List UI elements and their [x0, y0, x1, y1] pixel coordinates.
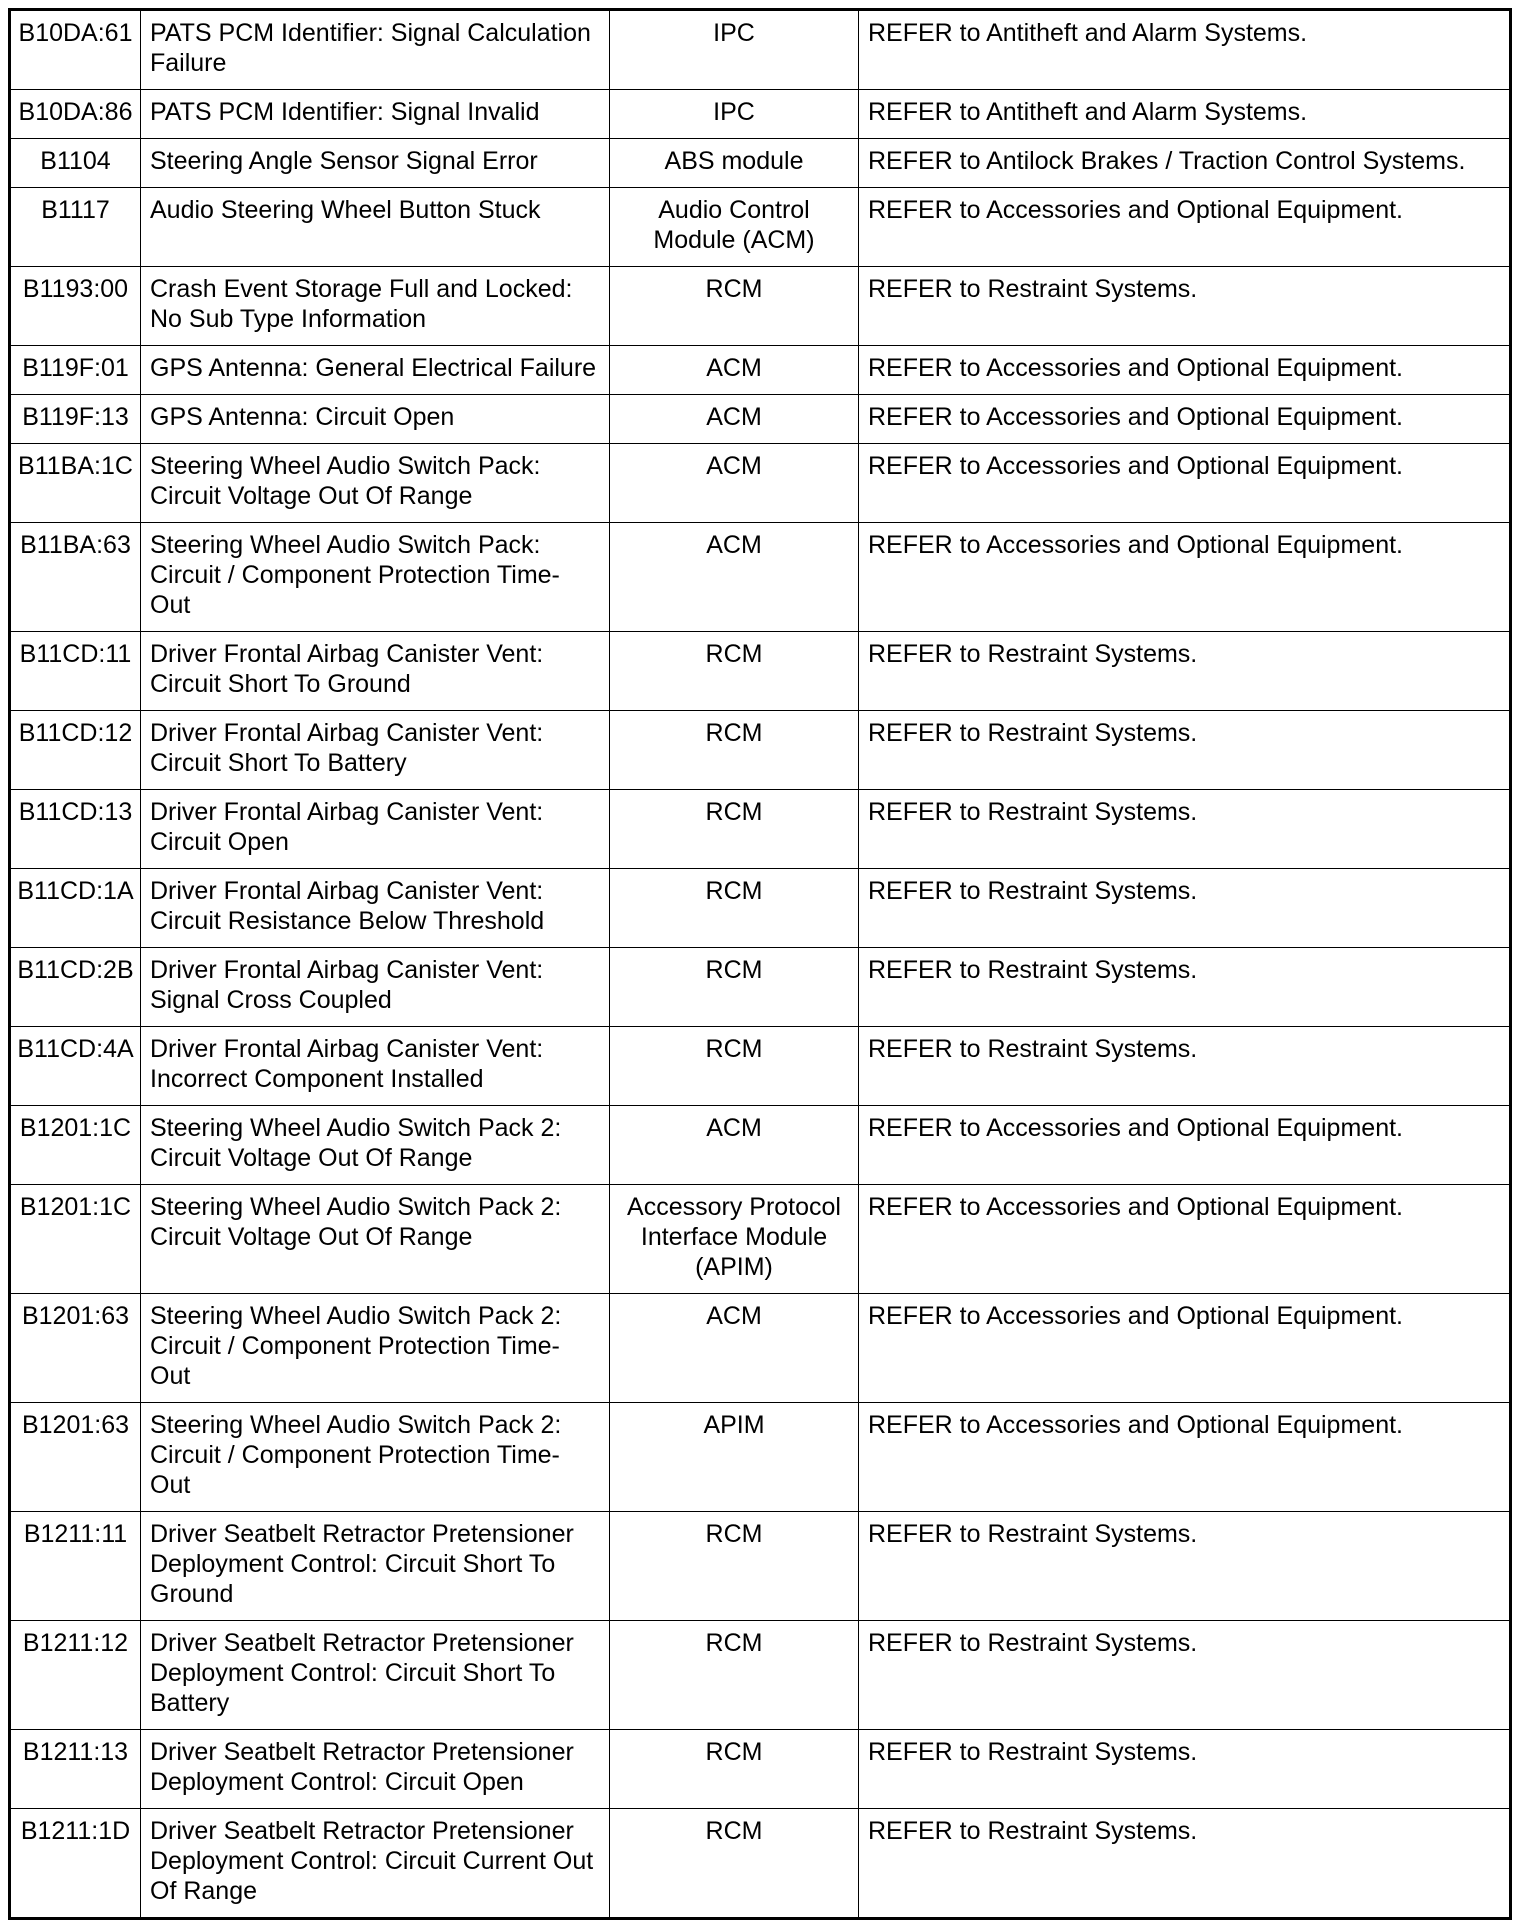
table-row	[10, 267, 1511, 346]
dtc-module-cell: RCM	[610, 711, 859, 790]
dtc-module-cell: RCM	[610, 790, 859, 869]
dtc-action-cell: REFER to Accessories and Optional Equipment.	[859, 188, 1511, 267]
table-row	[10, 1730, 1511, 1809]
dtc-description-cell: GPS Antenna: General Electrical Failure	[141, 346, 610, 395]
dtc-action-cell: REFER to Restraint Systems.	[859, 267, 1511, 346]
dtc-table-body	[10, 10, 1511, 1919]
dtc-module-cell: IPC	[610, 10, 859, 90]
dtc-module-cell: ACM	[610, 346, 859, 395]
table-row	[10, 790, 1511, 869]
dtc-module-cell: RCM	[610, 632, 859, 711]
dtc-action-cell: REFER to Restraint Systems.	[859, 632, 1511, 711]
dtc-description-cell: Driver Seatbelt Retractor Pretensioner Deployment Control: Circuit Current Out Of Range	[141, 1809, 610, 1919]
dtc-action-cell: REFER to Restraint Systems.	[859, 1730, 1511, 1809]
dtc-description-cell: PATS PCM Identifier: Signal Invalid	[141, 90, 610, 139]
dtc-module-cell: RCM	[610, 869, 859, 948]
dtc-action-cell: REFER to Antitheft and Alarm Systems.	[859, 90, 1511, 139]
dtc-code-cell: B1211:13	[10, 1730, 141, 1809]
dtc-action-cell: REFER to Restraint Systems.	[859, 790, 1511, 869]
dtc-description-cell: PATS PCM Identifier: Signal Calculation Failure	[141, 10, 610, 90]
dtc-action-cell: REFER to Restraint Systems.	[859, 869, 1511, 948]
dtc-action-cell: REFER to Accessories and Optional Equipment.	[859, 346, 1511, 395]
table-row	[10, 346, 1511, 395]
dtc-module-cell: RCM	[610, 1621, 859, 1730]
dtc-description-cell: Steering Wheel Audio Switch Pack: Circuit / Component Protection Time-Out	[141, 523, 610, 632]
dtc-description-cell: Steering Wheel Audio Switch Pack 2: Circuit Voltage Out Of Range	[141, 1185, 610, 1294]
dtc-code-cell: B11CD:4A	[10, 1027, 141, 1106]
dtc-code-cell: B1211:12	[10, 1621, 141, 1730]
dtc-description-cell: Driver Seatbelt Retractor Pretensioner Deployment Control: Circuit Short To Battery	[141, 1621, 610, 1730]
dtc-action-cell: REFER to Restraint Systems.	[859, 1027, 1511, 1106]
dtc-description-cell: Crash Event Storage Full and Locked: No Sub Type Information	[141, 267, 610, 346]
dtc-description-cell: Steering Angle Sensor Signal Error	[141, 139, 610, 188]
dtc-code-cell: B11BA:1C	[10, 444, 141, 523]
dtc-code-cell: B10DA:86	[10, 90, 141, 139]
dtc-code-cell: B119F:13	[10, 395, 141, 444]
dtc-action-cell: REFER to Restraint Systems.	[859, 711, 1511, 790]
dtc-description-cell: Driver Frontal Airbag Canister Vent: Incorrect Component Installed	[141, 1027, 610, 1106]
dtc-module-cell: RCM	[610, 948, 859, 1027]
table-row	[10, 869, 1511, 948]
dtc-code-cell: B11CD:1A	[10, 869, 141, 948]
dtc-module-cell: ACM	[610, 1106, 859, 1185]
table-row	[10, 1512, 1511, 1621]
dtc-description-cell: Driver Frontal Airbag Canister Vent: Circuit Open	[141, 790, 610, 869]
table-row	[10, 1403, 1511, 1512]
dtc-module-cell: Accessory Protocol Interface Module (APIM)	[610, 1185, 859, 1294]
dtc-description-cell: Driver Seatbelt Retractor Pretensioner Deployment Control: Circuit Open	[141, 1730, 610, 1809]
dtc-action-cell: REFER to Antitheft and Alarm Systems.	[859, 10, 1511, 90]
dtc-module-cell: ACM	[610, 523, 859, 632]
dtc-code-cell: B11BA:63	[10, 523, 141, 632]
dtc-code-cell: B1117	[10, 188, 141, 267]
dtc-action-cell: REFER to Accessories and Optional Equipment.	[859, 1106, 1511, 1185]
dtc-module-cell: RCM	[610, 1512, 859, 1621]
dtc-module-cell: RCM	[610, 1027, 859, 1106]
table-row	[10, 1294, 1511, 1403]
dtc-code-cell: B119F:01	[10, 346, 141, 395]
dtc-code-cell: B10DA:61	[10, 10, 141, 90]
dtc-code-cell: B1201:63	[10, 1294, 141, 1403]
table-row	[10, 1027, 1511, 1106]
table-row	[10, 139, 1511, 188]
dtc-action-cell: REFER to Restraint Systems.	[859, 1809, 1511, 1919]
table-row	[10, 948, 1511, 1027]
dtc-description-cell: Driver Frontal Airbag Canister Vent: Circuit Short To Battery	[141, 711, 610, 790]
dtc-module-cell: ACM	[610, 395, 859, 444]
dtc-description-cell: Driver Frontal Airbag Canister Vent: Circuit Short To Ground	[141, 632, 610, 711]
dtc-table	[8, 8, 1512, 1920]
dtc-action-cell: REFER to Accessories and Optional Equipment.	[859, 1294, 1511, 1403]
dtc-code-cell: B11CD:13	[10, 790, 141, 869]
dtc-description-cell: Steering Wheel Audio Switch Pack 2: Circuit / Component Protection Time-Out	[141, 1294, 610, 1403]
dtc-action-cell: REFER to Accessories and Optional Equipment.	[859, 523, 1511, 632]
dtc-action-cell: REFER to Restraint Systems.	[859, 1621, 1511, 1730]
dtc-module-cell: RCM	[610, 1730, 859, 1809]
dtc-module-cell: IPC	[610, 90, 859, 139]
dtc-action-cell: REFER to Restraint Systems.	[859, 948, 1511, 1027]
dtc-module-cell: RCM	[610, 1809, 859, 1919]
dtc-description-cell: Driver Frontal Airbag Canister Vent: Signal Cross Coupled	[141, 948, 610, 1027]
dtc-description-cell: Steering Wheel Audio Switch Pack 2: Circuit Voltage Out Of Range	[141, 1106, 610, 1185]
dtc-module-cell: ABS module	[610, 139, 859, 188]
dtc-code-cell: B1104	[10, 139, 141, 188]
table-row	[10, 1106, 1511, 1185]
dtc-code-cell: B1201:1C	[10, 1185, 141, 1294]
dtc-action-cell: REFER to Accessories and Optional Equipment.	[859, 1403, 1511, 1512]
dtc-action-cell: REFER to Restraint Systems.	[859, 1512, 1511, 1621]
table-row	[10, 1621, 1511, 1730]
dtc-action-cell: REFER to Accessories and Optional Equipment.	[859, 1185, 1511, 1294]
dtc-action-cell: REFER to Accessories and Optional Equipment.	[859, 395, 1511, 444]
table-row	[10, 188, 1511, 267]
dtc-description-cell: GPS Antenna: Circuit Open	[141, 395, 610, 444]
dtc-action-cell: REFER to Antilock Brakes / Traction Control Systems.	[859, 139, 1511, 188]
table-row	[10, 632, 1511, 711]
table-row	[10, 90, 1511, 139]
dtc-code-cell: B1211:1D	[10, 1809, 141, 1919]
table-row	[10, 444, 1511, 523]
dtc-code-cell: B1201:1C	[10, 1106, 141, 1185]
dtc-description-cell: Driver Frontal Airbag Canister Vent: Circuit Resistance Below Threshold	[141, 869, 610, 948]
dtc-code-cell: B11CD:12	[10, 711, 141, 790]
table-row	[10, 1809, 1511, 1919]
dtc-module-cell: APIM	[610, 1403, 859, 1512]
table-row	[10, 523, 1511, 632]
dtc-code-cell: B1193:00	[10, 267, 141, 346]
dtc-code-cell: B1201:63	[10, 1403, 141, 1512]
dtc-description-cell: Audio Steering Wheel Button Stuck	[141, 188, 610, 267]
dtc-description-cell: Driver Seatbelt Retractor Pretensioner Deployment Control: Circuit Short To Ground	[141, 1512, 610, 1621]
dtc-module-cell: ACM	[610, 444, 859, 523]
dtc-module-cell: Audio Control Module (ACM)	[610, 188, 859, 267]
dtc-description-cell: Steering Wheel Audio Switch Pack: Circuit Voltage Out Of Range	[141, 444, 610, 523]
dtc-action-cell: REFER to Accessories and Optional Equipment.	[859, 444, 1511, 523]
dtc-code-cell: B1211:11	[10, 1512, 141, 1621]
table-row	[10, 711, 1511, 790]
dtc-description-cell: Steering Wheel Audio Switch Pack 2: Circuit / Component Protection Time-Out	[141, 1403, 610, 1512]
table-row	[10, 1185, 1511, 1294]
dtc-code-cell: B11CD:2B	[10, 948, 141, 1027]
dtc-code-cell: B11CD:11	[10, 632, 141, 711]
dtc-module-cell: RCM	[610, 267, 859, 346]
table-row	[10, 395, 1511, 444]
table-row	[10, 10, 1511, 90]
dtc-module-cell: ACM	[610, 1294, 859, 1403]
